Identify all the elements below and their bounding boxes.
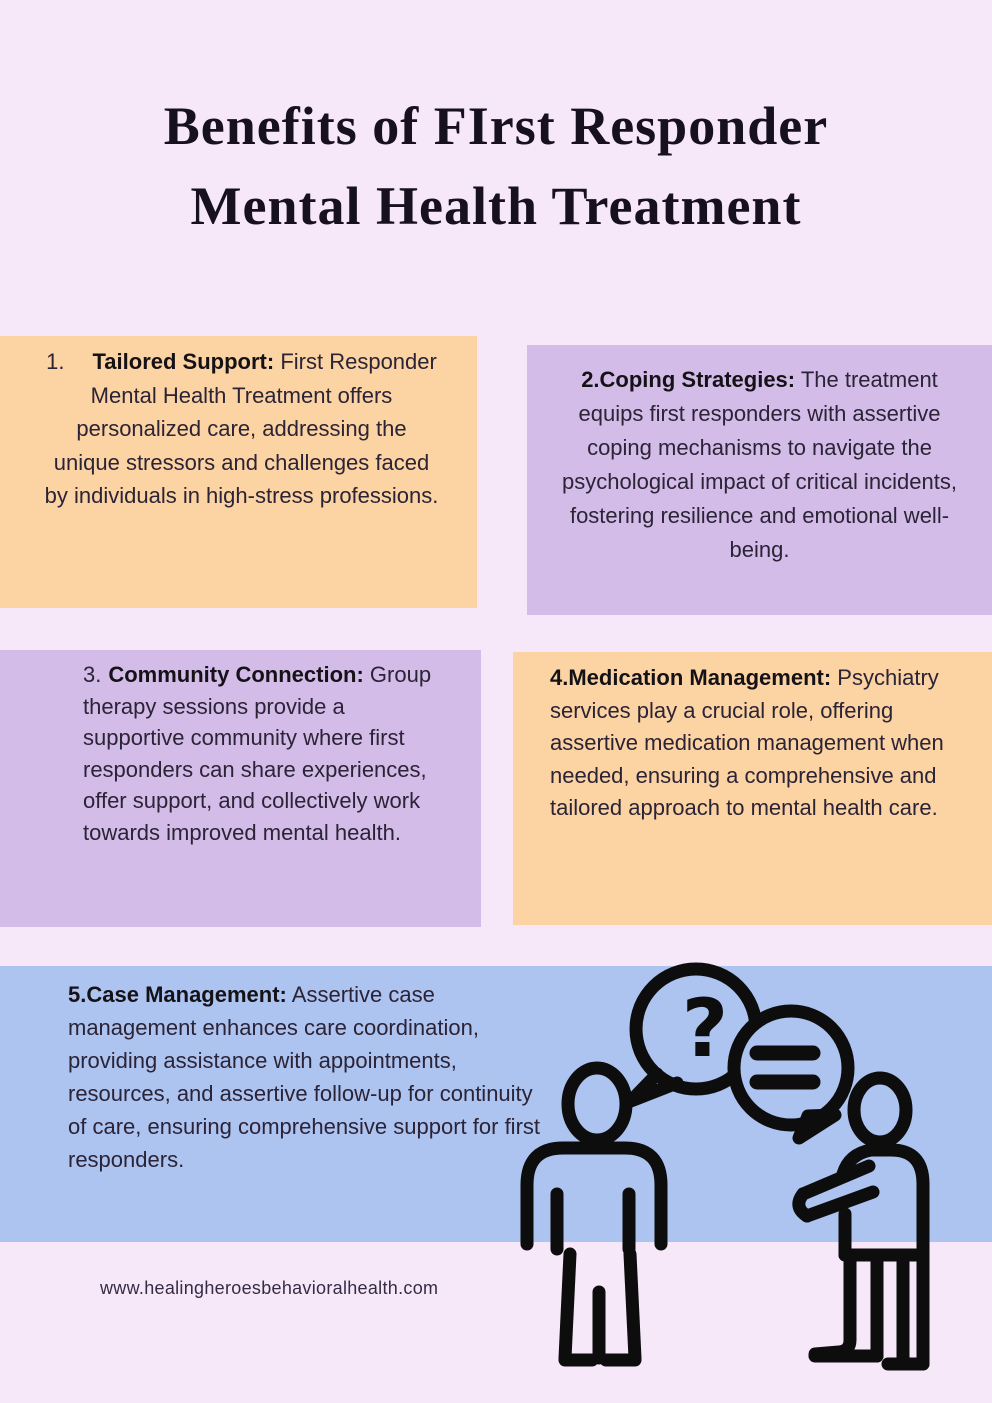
card-text [44, 345, 439, 513]
card-text [83, 659, 437, 848]
card-body: The treatment equips first responders with assertive coping mechanisms to navigate the psychological impact of critical incidents, fostering resilience and emotional well-being. [562, 367, 957, 562]
card-heading: Coping Strategies: [599, 367, 796, 392]
question-mark-glyph: ? [681, 982, 729, 1075]
card-number: 5. [68, 982, 87, 1007]
card-heading: Community Connection: [108, 662, 364, 687]
card-heading: Case Management: [86, 982, 287, 1007]
page-title-line-2: Mental Health Treatment [190, 176, 802, 236]
card-heading: Medication Management: [568, 665, 832, 690]
benefit-card-coping-strategies [527, 345, 992, 615]
card-number: 1. [46, 349, 65, 374]
page-title-line-1: Benefits of FIrst Responder [163, 96, 829, 156]
equals-speech-bubble-icon [734, 1011, 848, 1138]
card-body: Group therapy sessions provide a supportive community where first responders can share experiences, offer support, and collectively work towards improved mental health. [83, 662, 432, 845]
card-heading: Tailored Support: [92, 349, 275, 374]
card-text [68, 978, 548, 1176]
card-text [551, 363, 968, 567]
card-body: First Responder Mental Health Treatment offers personalized care, addressing the unique stressors and challenges faced by individuals in high-stress professions. [44, 349, 439, 508]
card-number: 4. [550, 665, 569, 690]
benefit-card-tailored-support [0, 336, 477, 608]
card-number: 2. [581, 367, 600, 392]
person-left-icon [527, 1068, 661, 1360]
website-url: www.healingheroesbehavioralhealth.com [100, 1278, 439, 1298]
conversation-illustration [505, 952, 992, 1397]
card-number: 3. [83, 662, 102, 687]
page-title [0, 86, 992, 246]
card-text [550, 662, 958, 825]
benefit-card-medication-management [513, 652, 992, 925]
benefit-card-community-connection [0, 650, 481, 927]
card-body: Assertive case management enhances care coordination, providing assistance with appointments, resources, and assertive follow-up for continuity of care, ensuring comprehensive support for first responders. [68, 982, 541, 1172]
card-body: Psychiatry services play a crucial role, offering assertive medication management when needed, ensuring a comprehensive and tailored approach to mental health care. [550, 665, 944, 820]
